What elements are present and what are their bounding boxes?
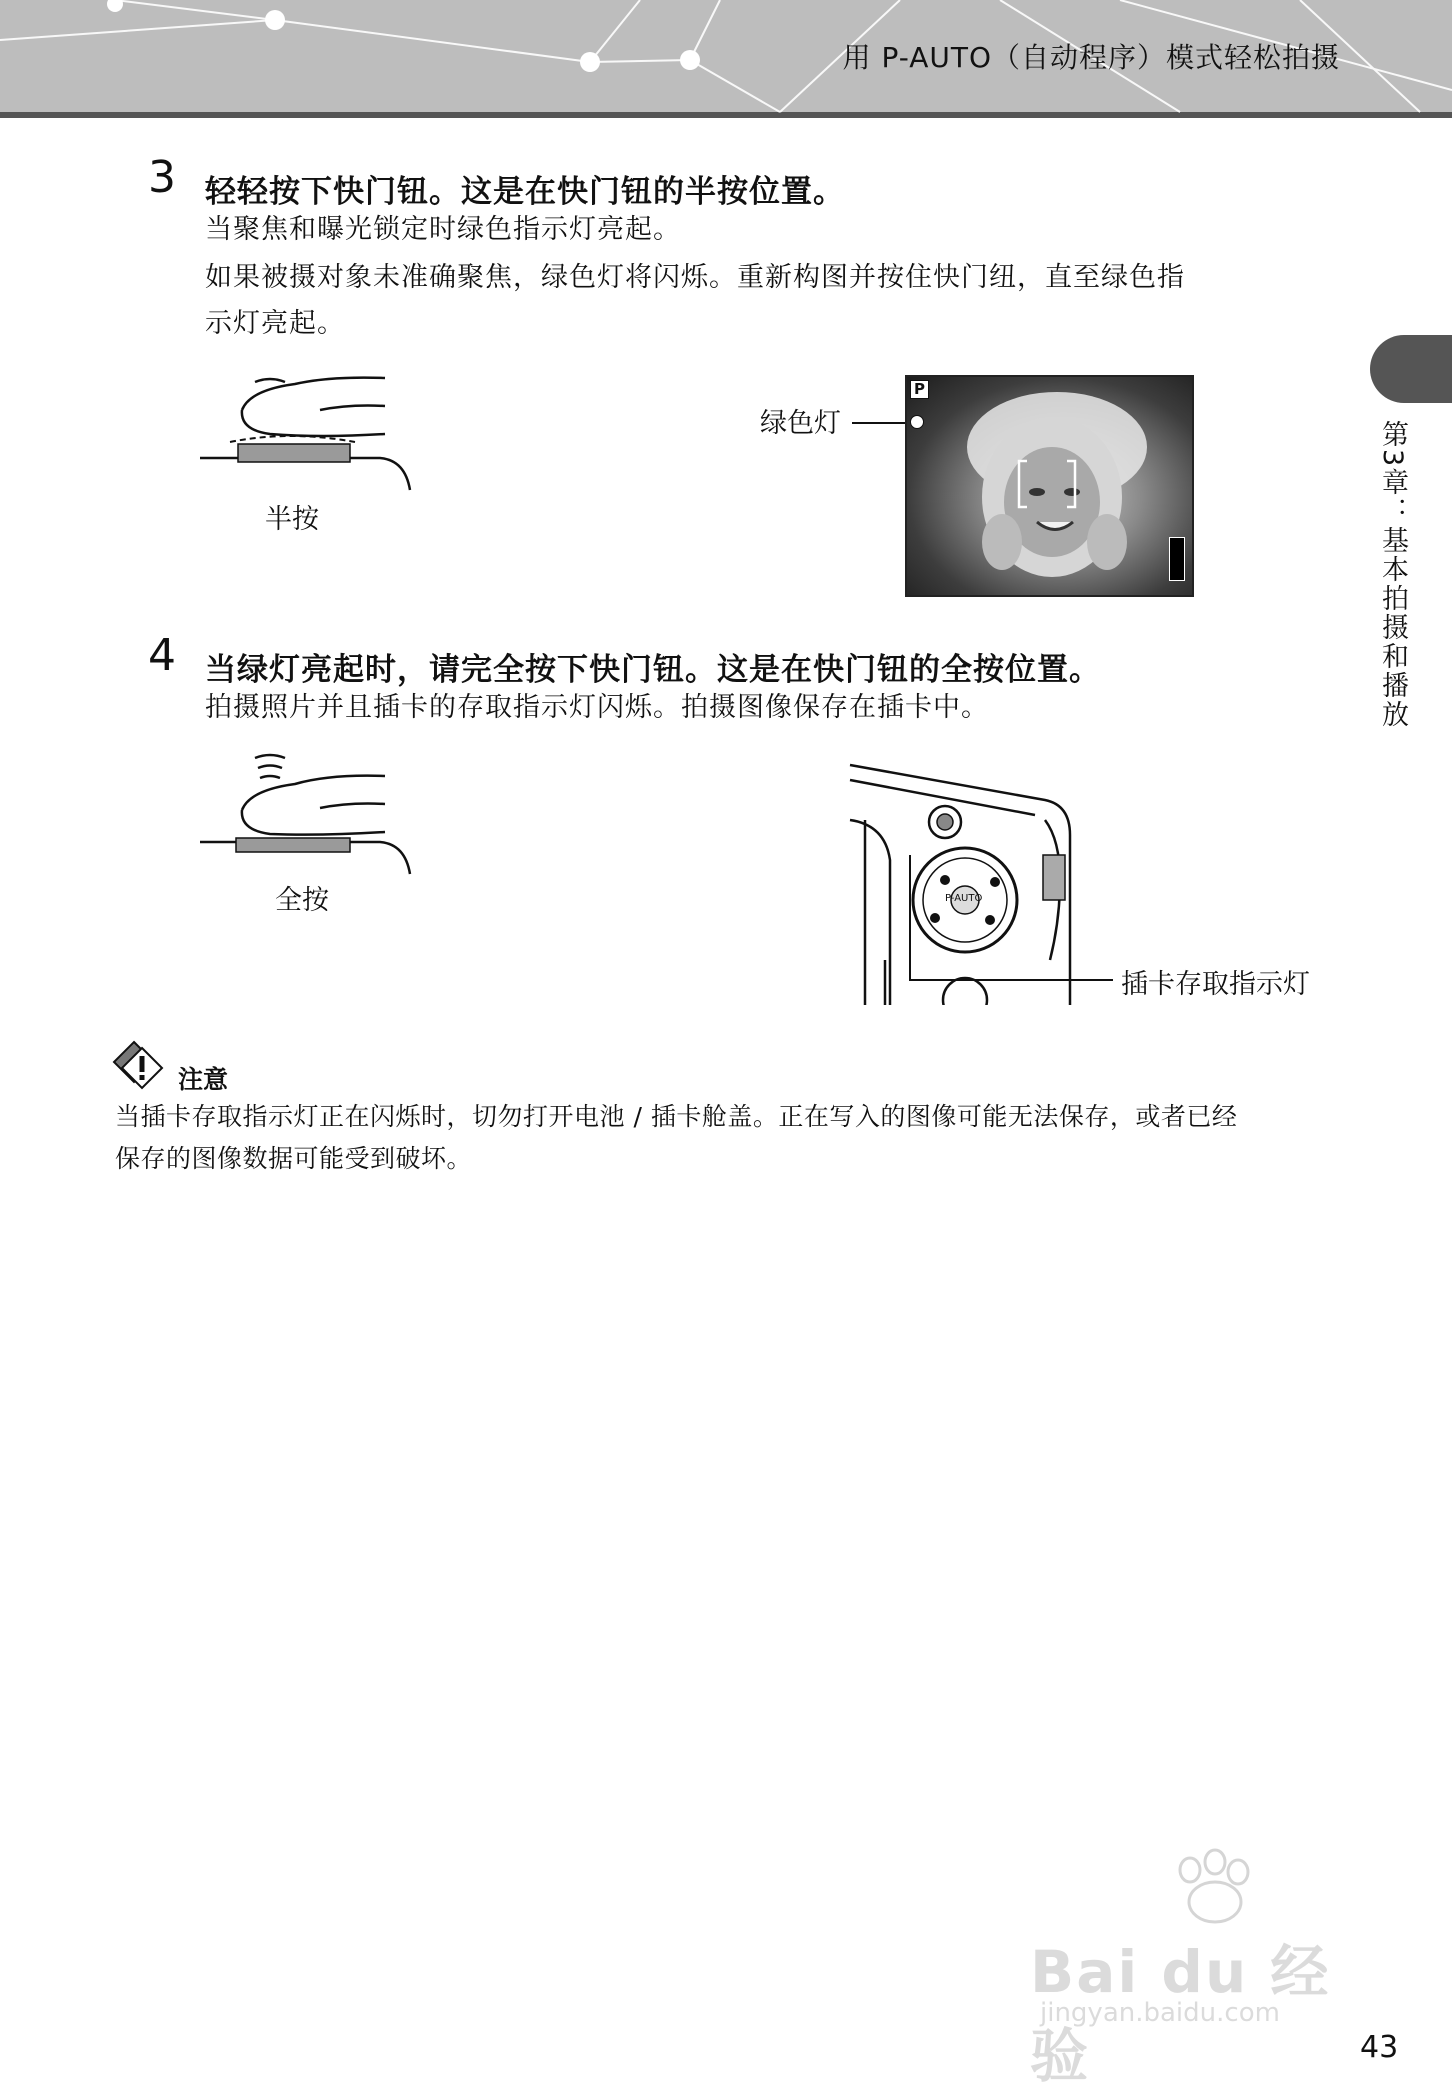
- note-line-2: 保存的图像数据可能受到破坏。: [115, 1144, 473, 1173]
- step-3-line-1: 当聚焦和曝光锁定时绿色指示灯亮起。: [205, 214, 681, 245]
- green-lamp-label: 绿色灯: [760, 408, 841, 439]
- green-lamp-indicator: [910, 415, 924, 429]
- chapter-tab: [1370, 335, 1452, 403]
- step-3-title: 轻轻按下快门钮。这是在快门钮的半按位置。: [205, 174, 845, 210]
- mode-dial-label: P-AUTO: [945, 893, 983, 904]
- note-line-1: 当插卡存取指示灯正在闪烁时，切勿打开电池 / 插卡舱盖。正在写入的图像可能无法保存，或者已经: [115, 1102, 1238, 1131]
- battery-indicator-icon: [1169, 537, 1185, 581]
- watermark-brand: Bai du 经验: [1030, 1938, 1331, 2090]
- step-4-number: 4: [148, 630, 176, 681]
- lcd-preview-photo: [905, 375, 1194, 597]
- mode-p-badge: P: [910, 380, 929, 399]
- page-number: 43: [1360, 2030, 1399, 2065]
- half-press-illustration: [200, 370, 420, 500]
- chapter-label: 第3章：基本拍摄和播放: [1377, 420, 1408, 730]
- watermark-url: jingyan.baidu.com: [1040, 1998, 1280, 2028]
- full-press-caption: 全按: [275, 885, 329, 916]
- step-4-title: 当绿灯亮起时，请完全按下快门钮。这是在快门钮的全按位置。: [205, 652, 1101, 688]
- full-press-illustration: [200, 750, 420, 880]
- card-access-lamp-label: 插卡存取指示灯: [1121, 969, 1310, 1000]
- caution-icon: [112, 1040, 168, 1092]
- step-3-line-3: 示灯亮起。: [205, 308, 345, 339]
- step-3-line-2: 如果被摄对象未准确聚焦，绿色灯将闪烁。重新构图并按住快门纽，直至绿色指: [205, 262, 1185, 293]
- half-press-caption: 半按: [265, 504, 319, 535]
- card-lamp-leader: [1085, 970, 1115, 990]
- step-3-number: 3: [148, 152, 176, 203]
- header-title: 用 P-AUTO（自动程序）模式轻松拍摄: [842, 41, 1340, 74]
- step-4-line-1: 拍摄照片并且插卡的存取指示灯闪烁。拍摄图像保存在插卡中。: [205, 692, 989, 723]
- af-target-mark: [1017, 459, 1077, 509]
- note-title: 注意: [178, 1065, 229, 1094]
- camera-top-illustration: [845, 760, 1100, 1005]
